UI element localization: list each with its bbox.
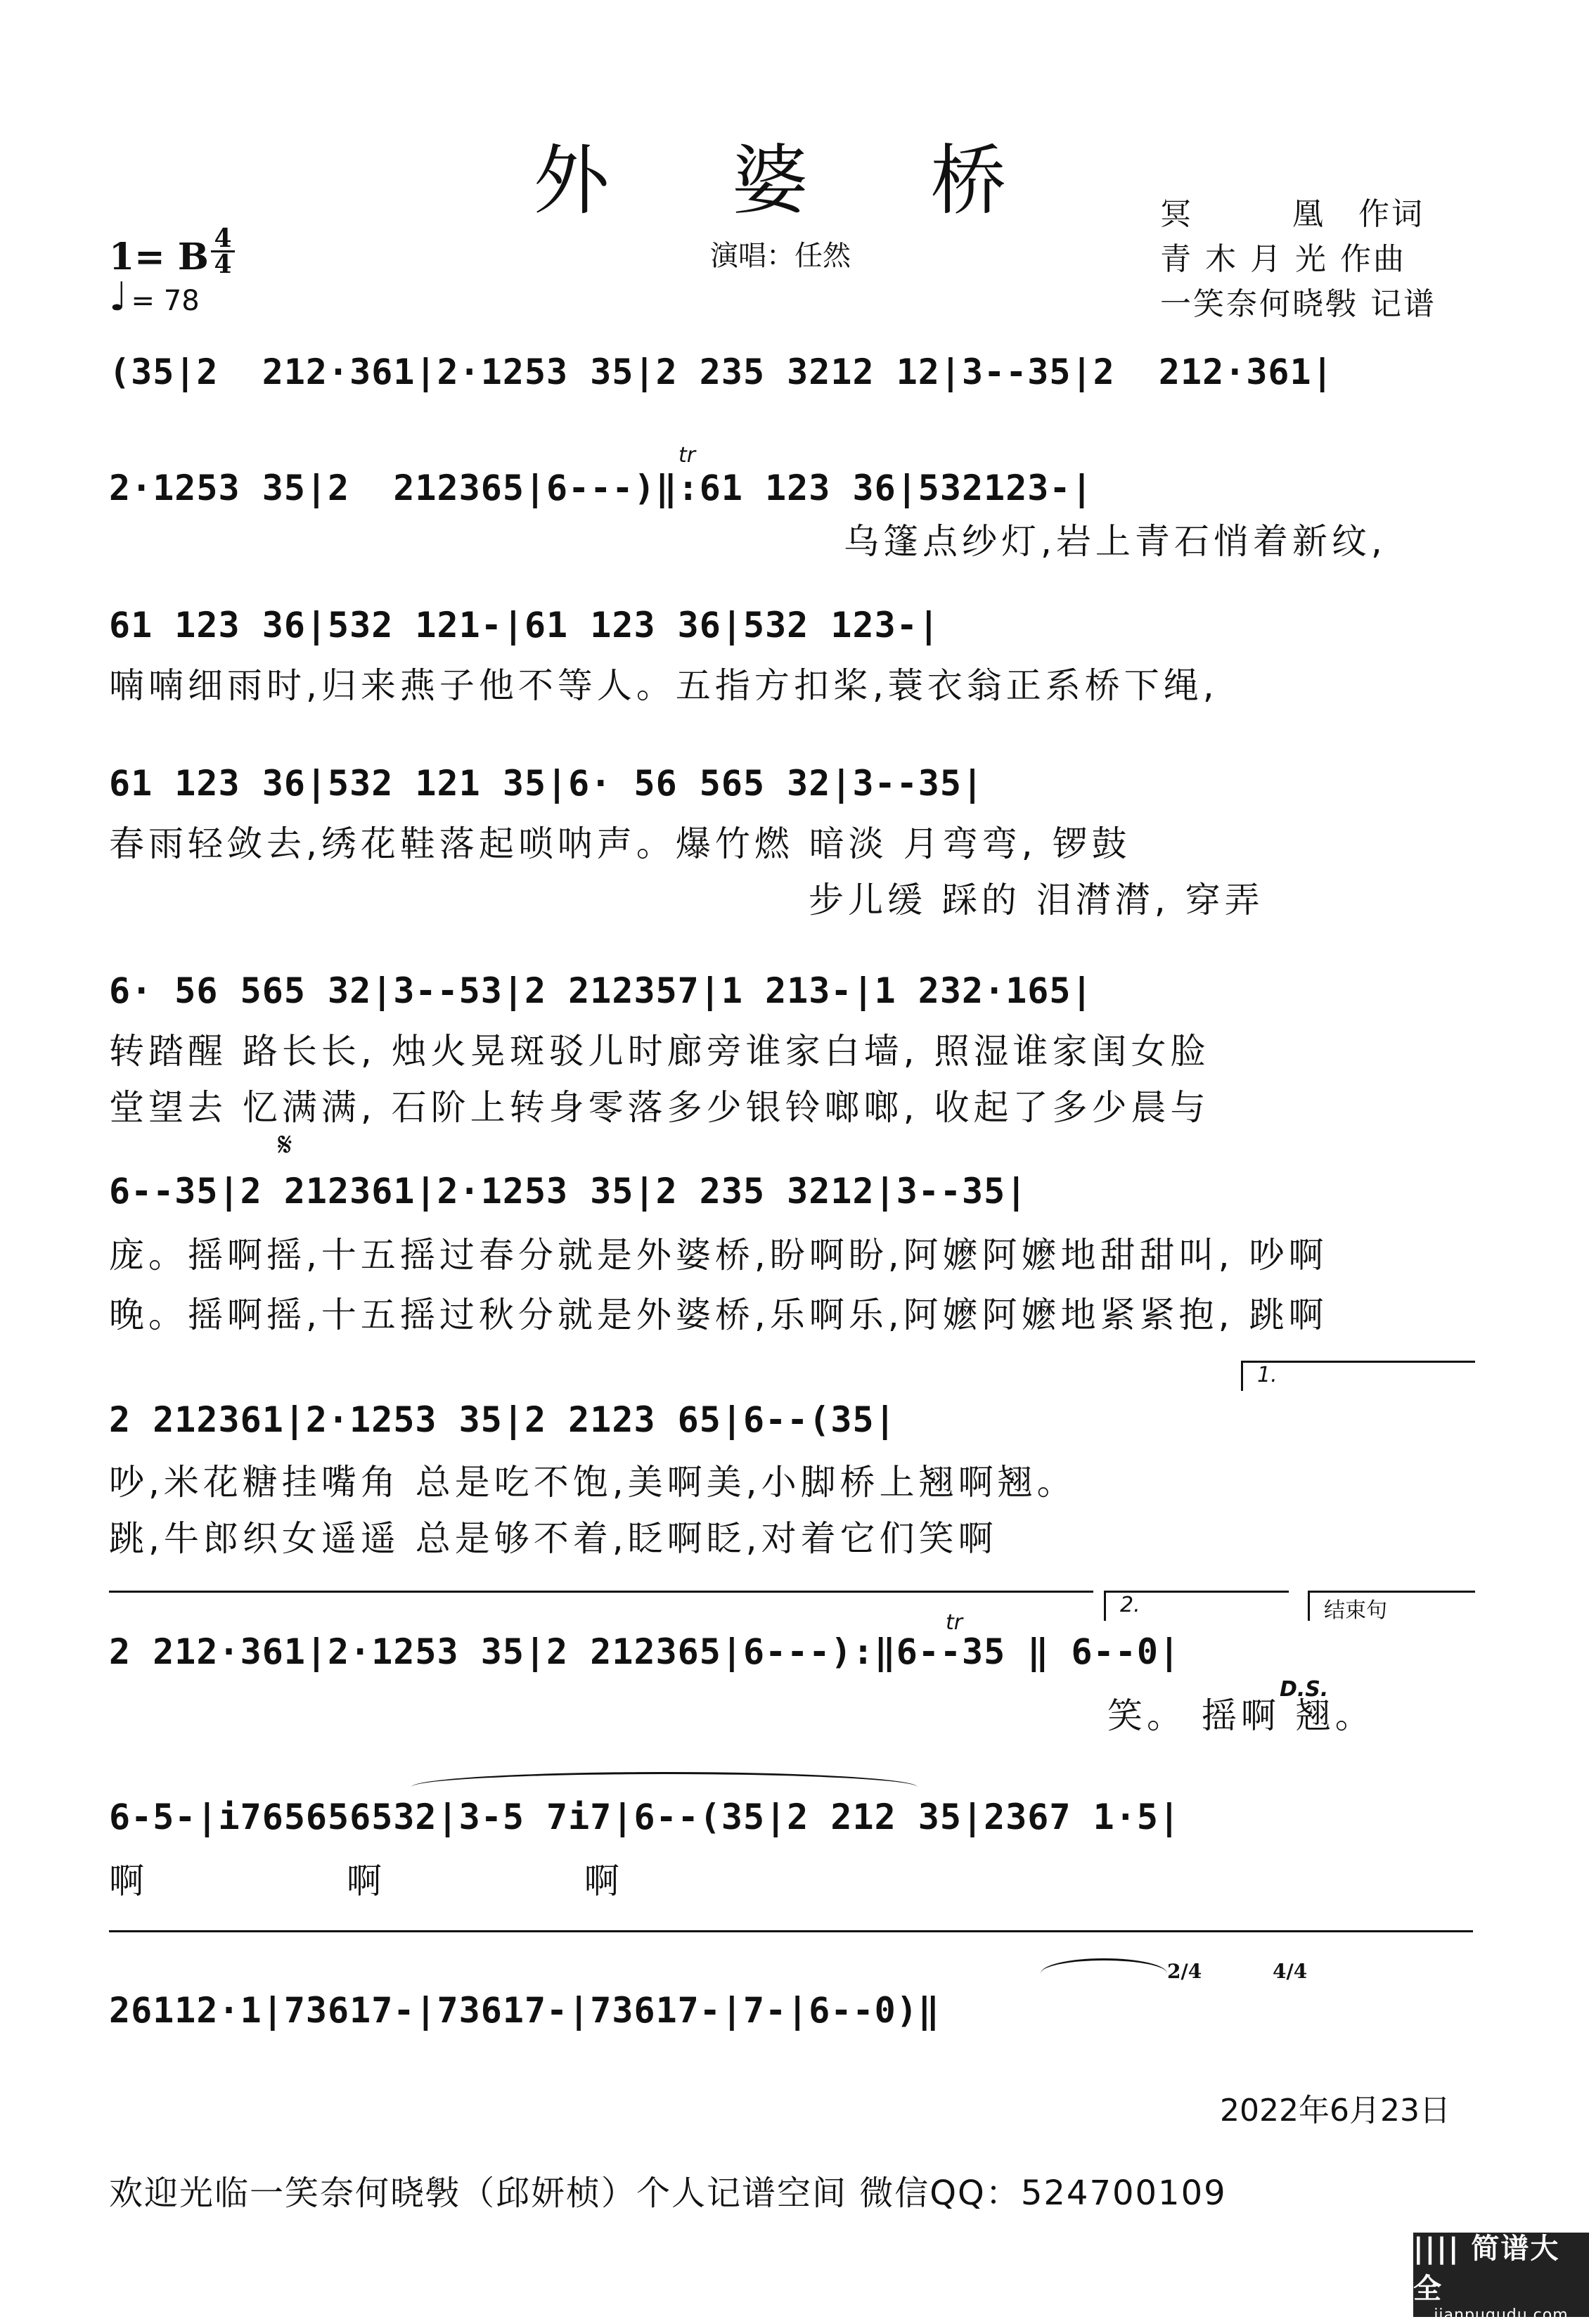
lyrics-row-6-verse-2: 晚。摇啊摇,十五摇过秋分就是外婆桥,乐啊乐,阿嬷阿嬷地紧紧抱, 跳啊 bbox=[109, 1295, 1328, 1335]
score-row-4: 61 123 36|532 121 35|6· 56 565 32|3--35| bbox=[109, 763, 984, 804]
coda-line bbox=[109, 1930, 1473, 1932]
score-row-10: 26112·1|73617-|73617-|73617-|7-|6--0)‖ bbox=[109, 1990, 940, 2031]
lyrics-row-7-verse-2: 跳,牛郎织女遥遥 总是够不着,眨啊眨,对着它们笑啊 bbox=[109, 1518, 998, 1559]
volta-2-bracket bbox=[1104, 1591, 1289, 1621]
tempo-marking bbox=[109, 274, 200, 320]
logo-text: |||| 简谱大全 bbox=[1413, 2232, 1560, 2305]
score-row-2: 2·1253 35|2 212365|6---)‖:61 123 36|532123-| bbox=[109, 468, 1093, 508]
key-signature: 1= B bbox=[109, 236, 209, 278]
lyrics-row-5-verse-2: 堂望去 忆满满, 石阶上转身零落多少银铃啷啷, 收起了多少晨与 bbox=[109, 1087, 1210, 1128]
volta-1-label: 1. bbox=[1257, 1363, 1278, 1387]
lyrics-row-3: 喃喃细雨时,归来燕子他不等人。五指方扣桨,蓑衣翁正系桥下绳, bbox=[109, 665, 1218, 706]
ds-marking: D.S. bbox=[1280, 1677, 1329, 1702]
lyrics-row-9: 啊 啊 啊 bbox=[109, 1861, 624, 1901]
logo-url: jianpuqudu.com bbox=[1434, 2306, 1569, 2324]
volta-1-bracket bbox=[1241, 1361, 1475, 1391]
time-change-4-4: 4/4 bbox=[1273, 1960, 1308, 1983]
song-title: 外 婆 桥 bbox=[533, 137, 1056, 225]
ending-label: 结束句 bbox=[1324, 1598, 1387, 1623]
time-signature bbox=[211, 224, 235, 279]
score-row-6: 6--35|2 212361|2·1253 35|2 235 3212|3--35| bbox=[109, 1171, 1028, 1212]
tie-arc bbox=[1041, 1958, 1167, 1989]
segno-sign: 𝄋 bbox=[278, 1125, 292, 1164]
volta-2-label: 2. bbox=[1120, 1593, 1140, 1617]
lyrics-row-7-verse-1: 吵,米花糖挂嘴角 总是吃不饱,美啊美,小脚桥上翘啊翘。 bbox=[109, 1462, 1076, 1503]
score-row-5: 6· 56 565 32|3--53|2 212357|1 213-|1 232·165| bbox=[109, 970, 1093, 1011]
lyrics-row-8: 笑。 摇啊 翘。 bbox=[1107, 1695, 1375, 1736]
score-row-8: 2 212·361|2·1253 35|2 212365|6---):‖6--35 ‖ 6--0| bbox=[109, 1631, 1181, 1672]
volta-1-continuation bbox=[109, 1591, 1093, 1593]
lyricist-credit: 冥 凰 作词 bbox=[1160, 196, 1424, 232]
quarter-note-icon: ♩ bbox=[109, 274, 128, 320]
time-signature-bottom: 4 bbox=[211, 250, 235, 276]
footer-info: 欢迎光临一笑奈何晓斅（邱妍桢）个人记谱空间 微信QQ：524700109 bbox=[109, 2174, 1227, 2213]
time-change-2-4: 2/4 bbox=[1167, 1960, 1202, 1983]
score-row-3: 61 123 36|532 121-|61 123 36|532 123-| bbox=[109, 605, 940, 646]
site-logo[interactable] bbox=[1413, 2232, 1589, 2324]
composer-credit: 青 木 月 光 作曲 bbox=[1160, 241, 1406, 277]
trill-mark-2: tr bbox=[946, 1610, 963, 1635]
transcriber-credit: 一笑奈何晓斅 记谱 bbox=[1160, 286, 1436, 322]
ending-bracket bbox=[1308, 1591, 1475, 1621]
time-signature-top: 4 bbox=[214, 224, 232, 253]
lyrics-row-4-verse-1: 春雨轻敛去,绣花鞋落起唢呐声。爆竹燃 暗淡 月弯弯, 锣鼓 bbox=[109, 823, 1131, 864]
score-row-7: 2 212361|2·1253 35|2 2123 65|6--(35| bbox=[109, 1399, 896, 1440]
lyrics-row-2: 乌篷点纱灯,岩上青石悄着新纹, bbox=[844, 521, 1387, 562]
trill-mark: tr bbox=[678, 443, 696, 468]
lyrics-row-4-verse-2: 步儿缓 踩的 泪潸潸, 穿弄 bbox=[809, 880, 1264, 920]
tempo-value: = 78 bbox=[131, 285, 200, 317]
score-row-1: (35|2 212·361|2·1253 35|2 235 3212 12|3--35|2 212·361| bbox=[109, 352, 1334, 392]
singer-credit: 演唱：任然 bbox=[710, 240, 851, 272]
date-stamp: 2022年6月23日 bbox=[1220, 2093, 1450, 2129]
lyrics-row-6-verse-1: 庞。摇啊摇,十五摇过春分就是外婆桥,盼啊盼,阿嬷阿嬷地甜甜叫, 吵啊 bbox=[109, 1235, 1328, 1276]
lyrics-row-5-verse-1: 转踏醒 路长长, 烛火晃斑驳儿时廊旁谁家白墙, 照湿谁家闺女脸 bbox=[109, 1031, 1210, 1072]
score-row-9: 6-5-|i765656532|3-5 7i7|6--(35|2 212 35|2367 1·5| bbox=[109, 1797, 1181, 1837]
